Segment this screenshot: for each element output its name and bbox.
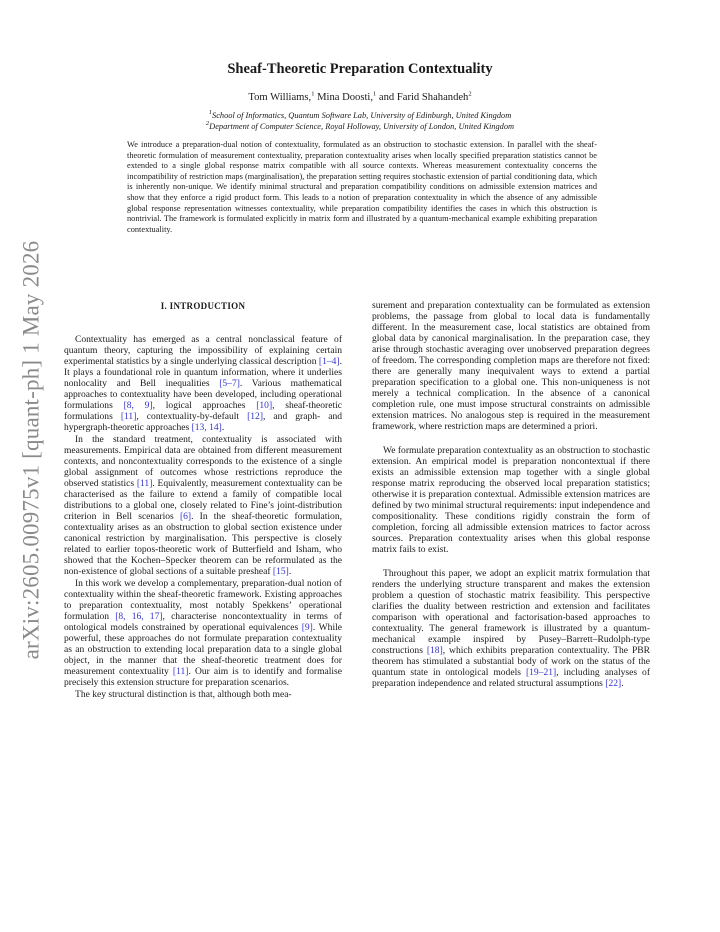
body-column-right bbox=[372, 300, 650, 690]
text-run: , sheaf-theoretic formulations bbox=[64, 400, 342, 422]
citation-link[interactable]: [5–7] bbox=[219, 378, 240, 389]
citation-link[interactable]: [19–21] bbox=[525, 667, 557, 678]
text-run: . bbox=[288, 566, 292, 577]
author-affil-mark: 1 bbox=[373, 90, 377, 98]
text-run: . It plays a foundational role in quantum information, where it underlies nonlocality and Bell inequalities bbox=[64, 356, 342, 389]
affiliation-text: School of Informatics, Quantum Software Lab, University of Edinburgh, United Kingdom bbox=[212, 111, 512, 120]
text-run: . In the sheaf-theoretic formulation, contextuality arises as an obstruction to global section existence under canonical restriction by marginalisation. This perspective is closely related to earlier topos-theoretic work of Butterfield and Isham, who showed that the Kochen–Specker theorem can be reformulated as the non-existence of global sections of a suitable presheaf bbox=[64, 511, 342, 577]
citation-link[interactable]: [11] bbox=[172, 666, 189, 677]
citation-link[interactable]: [1–4] bbox=[318, 356, 340, 367]
paragraph: We formulate preparation contextuality as an obstruction to stochastic extension. An empirical model is preparation noncontextual if there exists an admissible extension map together with a single global response matrix reproducing the observed local preparation statistics; otherwise it is preparation contextual. Admissible extension matrices are defined by two minimal structural requirements: input independence and compositionality. These conditions rigidly constrain the form of completion, forcing all admissible extension matrices to factor across sources. Preparation contextuality arises when this global response matrix fails to exist. bbox=[372, 445, 650, 555]
citation-link[interactable]: [22] bbox=[605, 678, 622, 689]
affiliation-mark: 2 bbox=[205, 120, 210, 128]
paper-title: Sheaf-Theoretic Preparation Contextuality bbox=[227, 61, 493, 77]
citation-link[interactable]: [12] bbox=[247, 411, 264, 422]
arxiv-identifier-stamp bbox=[2, 240, 60, 660]
citation-link[interactable]: [11] bbox=[120, 411, 137, 422]
text-run: . bbox=[221, 422, 225, 433]
text-run: . Various mathematical approaches to contextuality have been developed, including operational formulations bbox=[64, 378, 343, 411]
affiliation-2 bbox=[0, 122, 720, 131]
citation-link[interactable]: [6] bbox=[179, 511, 192, 522]
affiliation-text: Department of Computer Science, Royal Holloway, University of London, United Kingdom bbox=[209, 122, 515, 131]
citation-link[interactable]: [8, 9] bbox=[123, 400, 153, 411]
paragraph bbox=[372, 568, 650, 689]
text-run: , logical approaches bbox=[152, 400, 257, 411]
text-run: , characterise noncontextuality in terms of ontological models constrained by operational equivalences bbox=[64, 611, 342, 633]
text-run: In this work we develop a complementary, preparation-dual notion of contextuality within the sheaf-theoretic framework. Existing approaches to preparation contextuality, most notably Spekkens’ operational formulation bbox=[64, 578, 342, 622]
text-run: , and graph- and hypergraph-theoretic approaches bbox=[64, 411, 342, 433]
paragraph bbox=[64, 334, 342, 433]
text-run: . Equivalently, measurement contextuality can be characterised as the failure to extend a family of compatible local distributions to a global one, closely related to Fine’s joint-distribution criterion in Bell scenarios bbox=[64, 478, 342, 522]
citation-link[interactable]: [8, 16, 17] bbox=[115, 611, 163, 622]
citation-link[interactable]: [15] bbox=[272, 566, 289, 577]
author-affil-mark: 2 bbox=[468, 90, 472, 98]
text-run: . bbox=[621, 678, 624, 689]
text-run: . Our aim is to identify and formalise precisely this extension structure for preparation scenarios. bbox=[64, 666, 342, 688]
text-run: , contextuality-by-default bbox=[136, 411, 248, 422]
body-column-left bbox=[64, 300, 342, 701]
text-run: Contextuality has emerged as a central nonclassical feature of quantum theory, capturing the impossibility of explaining certain experimental statistics by a single underlying classical description bbox=[64, 334, 342, 367]
paragraph bbox=[64, 578, 342, 688]
affiliation-1 bbox=[0, 111, 720, 120]
text-run: , which exhibits preparation contextuality. The PBR theorem has stimulated a substantial body of work on the status of the quantum state in ontological models bbox=[372, 645, 651, 678]
text-run: , including analyses of preparation independence and related structural assumptions bbox=[372, 667, 651, 689]
section-heading: I. INTRODUCTION bbox=[160, 301, 246, 311]
citation-link[interactable]: [9] bbox=[301, 622, 313, 633]
citation-link[interactable]: [13, 14] bbox=[191, 422, 222, 433]
author-name: Mina Doosti, bbox=[317, 92, 374, 103]
affiliation-mark: 1 bbox=[208, 109, 212, 117]
abstract: We introduce a preparation-dual notion of contextuality, formulated as an obstruction to stochastic extension. In parallel with the sheaf-theoretic formulation of measurement contextuality, preparation contextuality arises when locally specified preparation statistics cannot be extended to a single global response matrix compatible with all source contexts. Whereas measurement contextuality concerns the incompatibility of restriction maps (marginalisation), the preparation setting requires stochastic extension of partial conditioning data, which is inherently non-unique. We identify minimal structural and preparation compatibility conditions on admissible extension matrices and show that they enforce a rigid product form. This leads to a notion of preparation contextuality in which the absence of any admissible global response representation witnesses contextuality, while preparation compatibility identifies the cases in which this obstruction is nontrivial. The framework is formulated explicitly in matrix form and illustrated by a quantum-mechanical example exhibiting preparation contextuality. bbox=[127, 140, 597, 234]
author-name: Tom Williams, bbox=[248, 92, 312, 103]
citation-link[interactable]: [11] bbox=[136, 478, 153, 489]
arxiv-identifier-text: arXiv:2605.00975v1 [quant-ph] 1 May 2026 bbox=[18, 240, 43, 660]
paragraph bbox=[64, 434, 342, 577]
text-run: . While powerful, these approaches do not formulate preparation contextuality as an obstruction to extending local preparation data to a single global object, in the manner that the sheaf-theoretic treatment does for measurement contextuality bbox=[64, 622, 342, 677]
paragraph: surement and preparation contextuality can be formulated as extension problems, the passage from global to local data is fundamentally different. In the measurement case, local statistics are obtained from global data by canonical marginalisation. In the preparation case, they arise through stochastic averaging over unobserved preparation degrees of freedom. The corresponding completion maps are therefore not fixed: there are generally many inequivalent ways to extend a partial preparation specification to a global one. This non-uniqueness is not merely a technical complication. In the absence of a canonical completion rule, one must impose structural constraints on admissible extension matrices. No analogous step is required in the measurement framework, where restriction maps are determined a priori. bbox=[372, 300, 650, 432]
text-run: Throughout this paper, we adopt an explicit matrix formulation that renders the underlying structure transparent and makes the extension problem a question of stochastic matrix feasibility. This perspective clarifies the duality between restriction and extension and facilitates comparison with operational and factorisation-based approaches to contextuality. The general framework is illustrated by a quantum-mechanical example inspired by Pusey–Barrett–Rudolph-type constructions bbox=[372, 568, 650, 656]
author-affil-mark: 1 bbox=[311, 90, 315, 98]
paragraph: The key structural distinction is that, although both mea- bbox=[75, 689, 292, 700]
author-list bbox=[0, 92, 720, 103]
citation-link[interactable]: [18] bbox=[426, 645, 443, 656]
author-name: and Farid Shahandeh bbox=[378, 92, 469, 103]
text-run: In the standard treatment, contextuality is associated with measurements. Empirical data are obtained from different measurement contexts, and noncontextuality corresponds to the existence of a single global assignment of outcomes whose restrictions reproduce the observed statistics bbox=[64, 434, 342, 489]
citation-link[interactable]: [10] bbox=[256, 400, 273, 411]
